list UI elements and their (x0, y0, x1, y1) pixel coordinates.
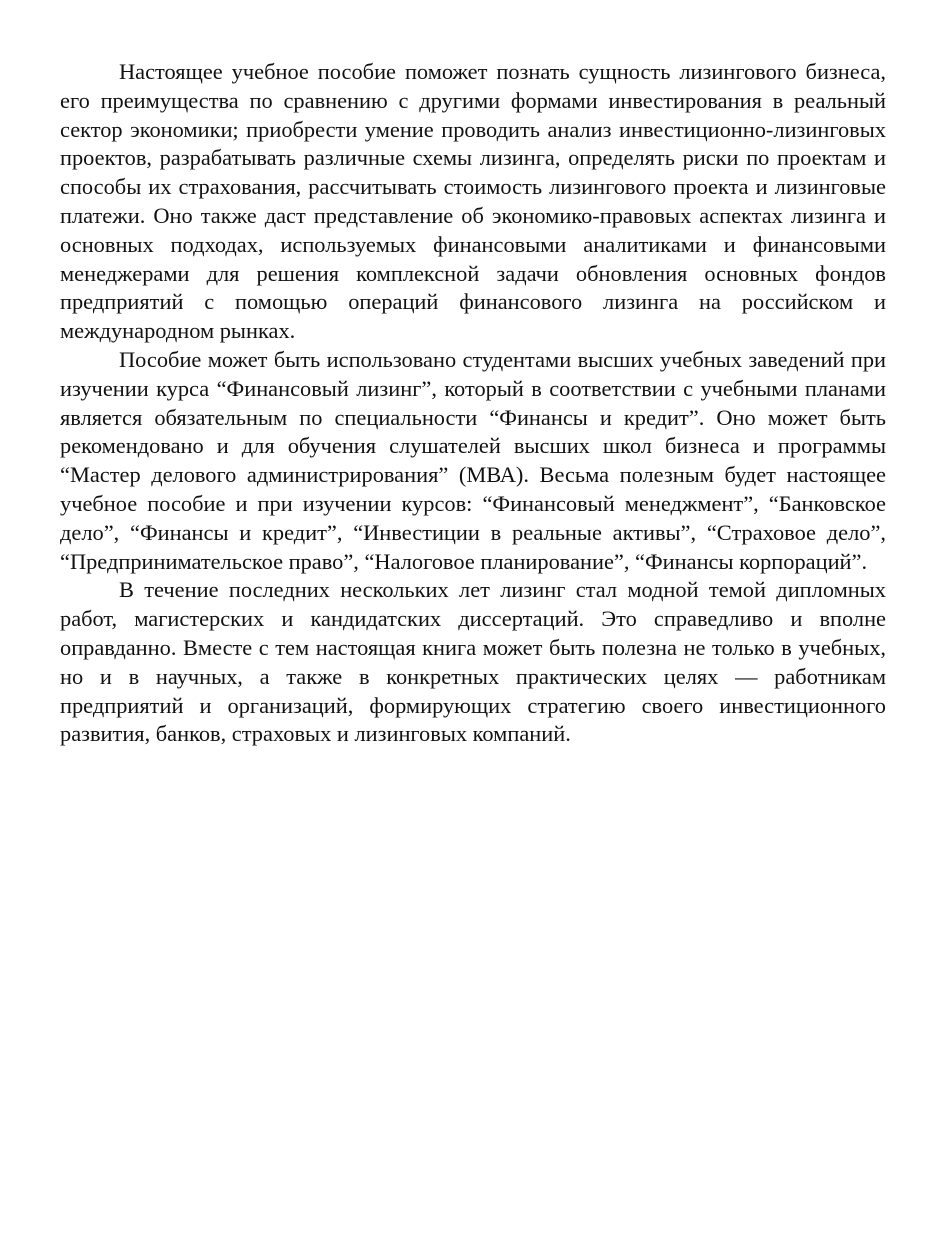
paragraph-audience: Пособие может быть использовано студентами высших учебных заведений при изучении курса “Финансовый лизинг”, который в соответствии с учебными планами является обязательным по специальности “Финансы и кредит”. Оно может быть рекомендовано и для обучения слушателей высших школ бизнеса и программы “Мастер делового администрирования” (МВА). Весьма полезным будет настоящее учебное пособие и при изучении курсов: “Финансовый менеджмент”, “Банковское дело”, “Финансы и кредит”, “Инвестиции в реальные активы”, “Страховое дело”, “Предпринимательское право”, “Налоговое планирование”, “Финансы корпораций”. (60, 346, 886, 574)
paragraph-purpose: Настоящее учебное пособие поможет познать сущность лизингового бизнеса, его преимущества по сравнению с другими формами инвестирования в реальный сектор экономики; приобрести умение проводить анализ инвестиционно-лизинговых проектов, разрабатывать различные схемы лизинга, определять риски по проектам и способы их страхования, рассчитывать стоимость лизингового проекта и лизинговые платежи. Оно также даст представление об экономико-правовых аспектах лизинга и основных подходах, используемых финансовыми аналитиками и финансовыми менеджерами для решения комплексной задачи обновления основных фондов предприятий с помощью операций финансового лизинга на российском и международном рынках. (60, 59, 886, 344)
document-page (60, 58, 886, 749)
paragraph-relevance: В течение последних нескольких лет лизинг стал модной темой дипломных работ, магистерских и кандидатских диссертаций. Это справедливо и вполне оправданно. Вместе с тем настоящая книга может быть полезна не только в учебных, но и в научных, а также в конкретных практических целях — работникам предприятий и организаций, формирующих стратегию своего инвестиционного развития, банков, страховых и лизинговых компаний. (60, 577, 886, 747)
